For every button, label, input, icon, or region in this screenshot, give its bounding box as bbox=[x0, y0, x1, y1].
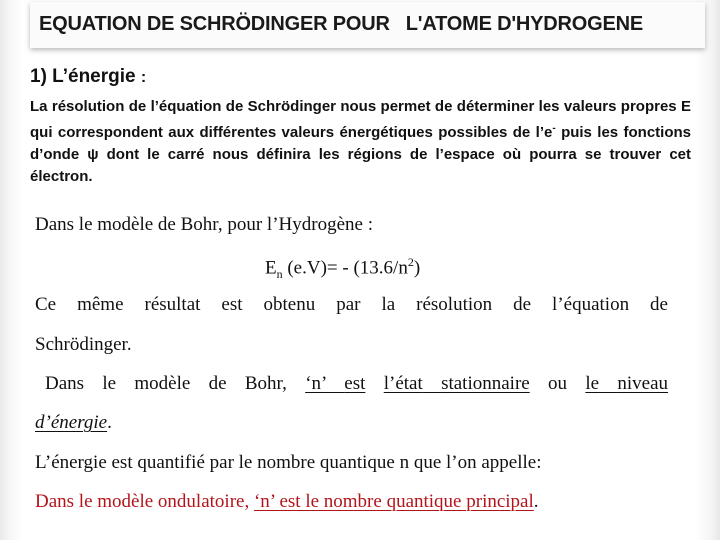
gap-1 bbox=[326, 373, 344, 394]
intro-paragraph bbox=[30, 96, 691, 188]
wave-model-period: . bbox=[533, 491, 539, 512]
energie-underlined: d’énergie bbox=[35, 412, 108, 433]
same-result-line-1: Ce même résultat est obtenu par la résolution de l’équation de bbox=[35, 294, 668, 315]
energy-formula bbox=[265, 255, 420, 282]
electron-charge-superscript: - bbox=[552, 123, 556, 134]
n-quote-underlined bbox=[305, 373, 344, 394]
stationary-period: . bbox=[107, 412, 112, 433]
wave-model-lead: Dans le modèle ondulatoire, bbox=[35, 491, 254, 512]
est-text: est bbox=[344, 373, 366, 394]
etat-stationnaire-underlined bbox=[384, 373, 530, 394]
stationary-lead: Dans le modèle de Bohr, bbox=[45, 373, 306, 394]
intro-text-part1: La résolution de l’équation de Schrödinger nous permet de déterminer les valeurs propres E qui correspondent aux différentes valeurs énergétiques possibles de l’e bbox=[30, 98, 691, 141]
niveau-text: niveau bbox=[617, 373, 669, 394]
section-heading bbox=[30, 66, 146, 88]
formula-middle: (e.V)= - (13.6/n bbox=[282, 257, 408, 279]
section-heading-colon: : bbox=[140, 69, 147, 86]
formula-symbol: E bbox=[265, 257, 277, 279]
same-result-line-2: Schrödinger. bbox=[35, 334, 132, 355]
stationary-state-line-2 bbox=[35, 412, 112, 434]
gap-4 bbox=[599, 373, 617, 394]
ou-text: ou bbox=[529, 373, 586, 394]
section-heading-text: 1) L’énergie bbox=[30, 66, 136, 87]
stationnaire-text: stationnaire bbox=[441, 373, 530, 394]
le-niveau-underlined bbox=[585, 373, 668, 394]
le-text: le bbox=[585, 373, 600, 394]
stationary-state-line-1 bbox=[45, 373, 668, 395]
formula-subscript: n bbox=[276, 267, 283, 282]
intro-text-part2: puis les fonctions d’onde ψ dont le carré nous définira les régions de l’espace où pourra se trouver cet électron. bbox=[30, 124, 692, 185]
bohr-model-line: Dans le modèle de Bohr, pour l’Hydrogène : bbox=[35, 214, 373, 235]
wave-model-line bbox=[35, 491, 539, 513]
slide-title: EQUATION DE SCHRÖDINGER POUR L'ATOME D'HYDROGENE bbox=[39, 13, 643, 35]
n-quote-text: ‘n’ bbox=[305, 373, 326, 394]
principal-quantum-number-underlined: ‘n’ est le nombre quantique principal bbox=[253, 491, 534, 512]
gap-3 bbox=[423, 373, 441, 394]
etat-text: l’état bbox=[383, 373, 423, 394]
est-underlined bbox=[344, 373, 365, 394]
quantified-energy-line: L’énergie est quantifié par le nombre quantique n que l’on appelle: bbox=[35, 452, 542, 473]
formula-end: ) bbox=[413, 257, 421, 279]
formula-exponent: 2 bbox=[407, 255, 414, 269]
